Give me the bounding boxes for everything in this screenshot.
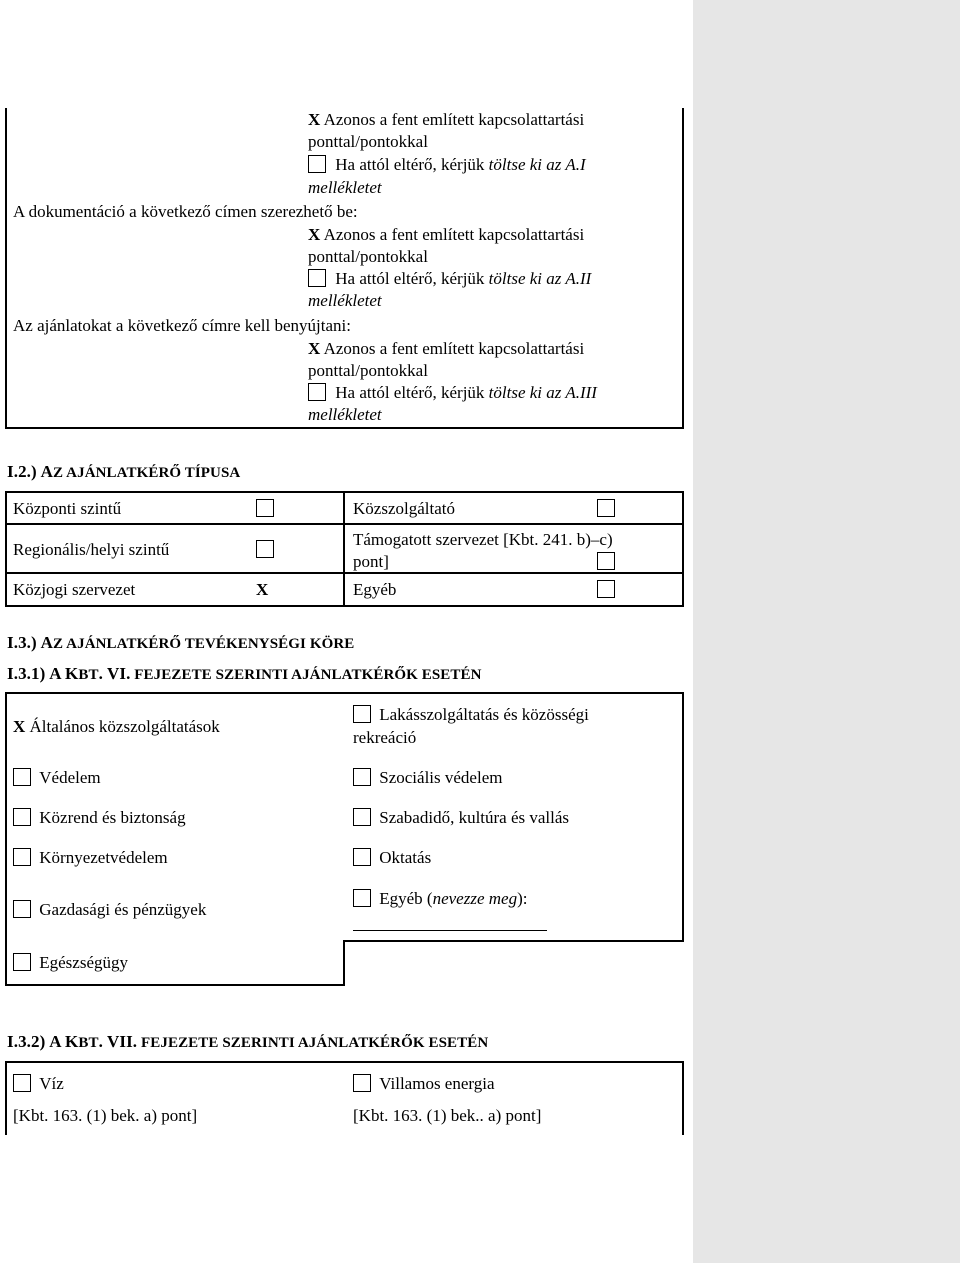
option-supported-org-label: Támogatott szervezet [Kbt. 241. b)–c) — [353, 530, 613, 549]
option-other-label: Egyéb — [353, 580, 397, 599]
checkbox[interactable] — [308, 155, 326, 173]
checkbox[interactable] — [13, 900, 31, 918]
contact-block3-annex: mellékletet — [308, 405, 382, 424]
utility-water-ref: [Kbt. 163. (1) bek. a) pont] — [13, 1106, 198, 1125]
activity-housing-line2: rekreáció — [353, 728, 417, 747]
activity-recreation-culture[interactable]: Szabadidő, kultúra és vallás — [353, 807, 569, 829]
checkbox[interactable] — [13, 848, 31, 866]
section-i3-heading: I.3.) AZ AJÁNLATKÉRŐ TEVÉKENYSÉGI KÖRE — [7, 633, 355, 652]
checkbox[interactable] — [13, 808, 31, 826]
contact-block2-annex: mellékletet — [308, 291, 382, 310]
checkbox[interactable] — [353, 808, 371, 826]
contact-box-right-border — [682, 108, 684, 429]
checkbox[interactable] — [353, 1074, 371, 1092]
option-central-label: Központi szintű — [13, 499, 122, 518]
activity-public-order[interactable]: Közrend és biztonság — [13, 807, 186, 829]
contact-block2-same-line2: ponttal/pontokkal — [308, 247, 428, 266]
activity-defence[interactable]: Védelem — [13, 767, 101, 789]
activity-box-step-border — [343, 940, 684, 942]
activity-economic-financial[interactable]: Gazdasági és pénzügyek — [13, 899, 206, 921]
activity-housing[interactable]: Lakásszolgáltatás és közösségi — [353, 704, 589, 726]
contact-block1-different[interactable]: Ha attól eltérő, kérjük töltse ki az A.I — [308, 154, 586, 176]
x-mark: X — [308, 110, 321, 129]
table-divider — [5, 572, 684, 574]
checkbox[interactable] — [13, 1074, 31, 1092]
contact-block3-same: X Azonos a fent említett kapcsolattartási — [308, 339, 585, 358]
checkbox[interactable] — [353, 768, 371, 786]
utility-water[interactable]: Víz — [13, 1073, 64, 1095]
option-other-checkbox[interactable] — [597, 580, 615, 600]
utility-electricity-ref: [Kbt. 163. (1) bek.. a) pont] — [353, 1106, 542, 1125]
option-public-service-checkbox[interactable] — [597, 499, 615, 519]
activity-box-bottom-border — [5, 984, 345, 986]
activity-general-public-services[interactable]: X Általános közszolgáltatások — [13, 717, 220, 736]
section-i2-heading: I.2.) AZ AJÁNLATKÉRŐ TÍPUSA — [7, 462, 241, 481]
checkbox[interactable] — [353, 889, 371, 907]
x-mark: X — [308, 339, 321, 358]
checkbox[interactable] — [308, 383, 326, 401]
contact-block1-same: X Azonos a fent említett kapcsolattartási — [308, 110, 585, 129]
option-regional-label: Regionális/helyi szintű — [13, 540, 170, 559]
section-i32-heading: I.3.2) A KBT. VII. FEJEZETE SZERINTI AJÁNLATKÉRŐK ESETÉN — [7, 1032, 489, 1051]
contact-block2-same: X Azonos a fent említett kapcsolattartási — [308, 225, 585, 244]
contact-block2-different[interactable]: Ha attól eltérő, kérjük töltse ki az A.II — [308, 268, 591, 290]
option-supported-org-checkbox[interactable] — [597, 552, 615, 572]
utility-box-right-border — [682, 1061, 684, 1135]
activity-other[interactable]: Egyéb (nevezze meg): — [353, 888, 527, 910]
utility-box-left-border — [5, 1061, 7, 1135]
option-central-checkbox[interactable] — [256, 499, 274, 519]
table-divider — [5, 523, 684, 525]
option-supported-org-label-line2: pont] — [353, 552, 389, 571]
checkbox[interactable] — [353, 705, 371, 723]
contact-block1-annex: mellékletet — [308, 178, 382, 197]
contact-box-left-border — [5, 108, 7, 429]
section-i31-heading: I.3.1) A KBT. VI. FEJEZETE SZERINTI AJÁNLATKÉRŐK ESETÉN — [7, 664, 482, 683]
contact-block3-same-line2: ponttal/pontokkal — [308, 361, 428, 380]
submission-title: Az ajánlatokat a következő címre kell benyújtani: — [13, 316, 351, 335]
utility-box-top-border — [5, 1061, 684, 1063]
contact-box-bottom-border — [5, 427, 684, 429]
activity-health[interactable]: Egészségügy — [13, 952, 128, 974]
activity-box-step-vertical — [343, 940, 345, 986]
option-public-law-label: Közjogi szervezet — [13, 580, 136, 599]
comment-margin-panel — [693, 0, 960, 1263]
activity-box-left-border — [5, 692, 7, 986]
x-mark: X — [308, 225, 321, 244]
checkbox[interactable] — [308, 269, 326, 287]
checkbox[interactable] — [353, 848, 371, 866]
activity-other-input-line[interactable] — [353, 930, 547, 931]
x-mark: X — [13, 717, 26, 736]
table-divider — [343, 491, 345, 607]
option-public-service-label: Közszolgáltató — [353, 499, 455, 518]
contact-block1-same-line2: ponttal/pontokkal — [308, 132, 428, 151]
option-regional-checkbox[interactable] — [256, 540, 274, 560]
activity-box-top-border — [5, 692, 684, 694]
checkbox[interactable] — [13, 953, 31, 971]
documentation-title: A dokumentáció a következő címen szerezhető be: — [13, 202, 358, 221]
activity-education[interactable]: Oktatás — [353, 847, 431, 869]
activity-box-right-border — [682, 692, 684, 942]
activity-social-protection[interactable]: Szociális védelem — [353, 767, 502, 789]
contact-block3-different[interactable]: Ha attól eltérő, kérjük töltse ki az A.III — [308, 382, 597, 404]
activity-environment[interactable]: Környezetvédelem — [13, 847, 168, 869]
utility-electricity[interactable]: Villamos energia — [353, 1073, 495, 1095]
checkbox[interactable] — [13, 768, 31, 786]
x-mark: X — [256, 580, 269, 599]
